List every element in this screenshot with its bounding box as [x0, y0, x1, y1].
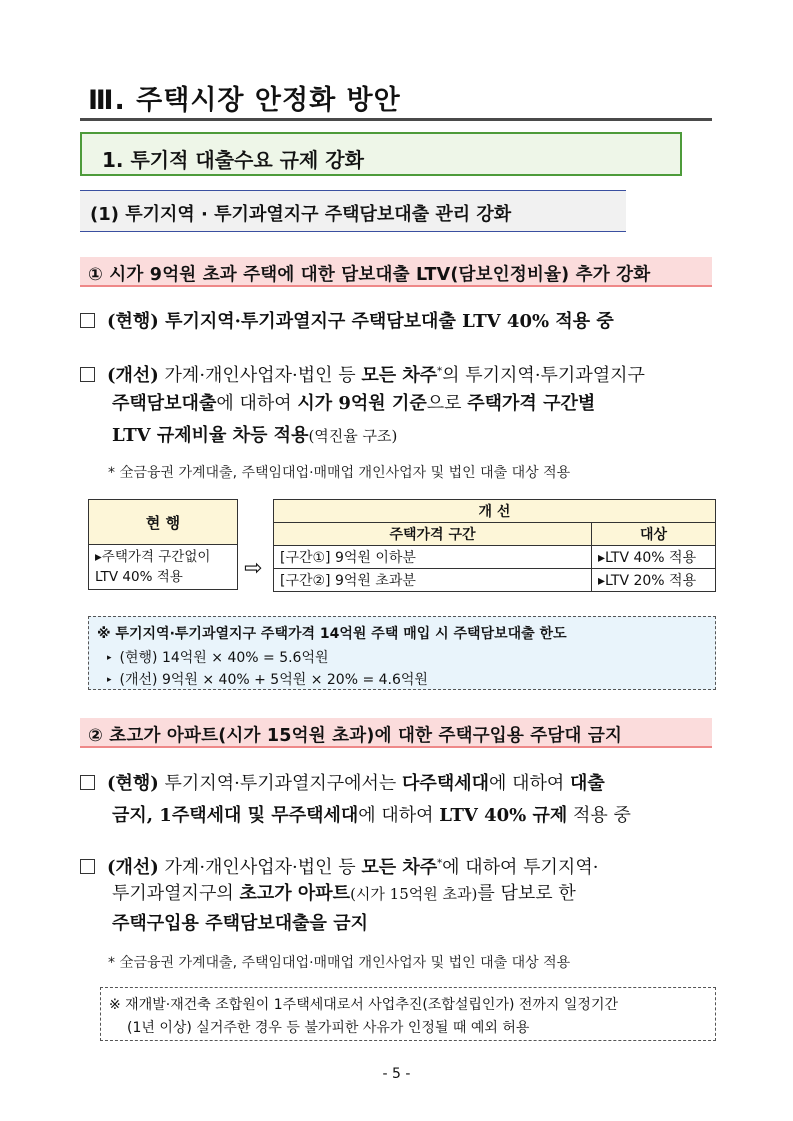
current2-loan: 대출 [570, 773, 605, 794]
table-cell-value: ▸LTV 20% 적용 [592, 569, 716, 592]
example-line1-text: (현행) 14억원 × 40% = 5.6억원 [119, 650, 329, 666]
improve-table-header: 개 선 [274, 500, 716, 523]
current2-text-c: 에 대하여 [489, 773, 565, 794]
item-heading-box [80, 190, 626, 232]
improve2-luxury-apt: 초고가 아파트 [239, 883, 351, 904]
improve1-line1 [80, 360, 645, 388]
table-row [274, 546, 716, 569]
current2-line1 [80, 772, 605, 796]
improve2-collateral: 를 담보로 한 [477, 883, 576, 904]
improve2-label: (개선) [107, 857, 159, 878]
point1-band [80, 257, 712, 287]
checkbox-square-icon [80, 859, 95, 874]
improve1-all-borrowers: 모든 차주 [361, 365, 438, 386]
subsection-title: 1. 투기적 대출수요 규제 강화 [102, 148, 364, 172]
improve1-price-band: 주택가격 구간별 [467, 393, 596, 414]
current2-ban: 금지, 1주택세대 및 무주택세대 [112, 805, 359, 826]
section-title: Ⅲ. 주택시장 안정화 방안 [88, 85, 401, 116]
exception-note-line1: ※ 재개발·재건축 조합원이 1주택세대로서 사업추진(조합설립인가) 전까지 일정기간 [109, 997, 619, 1013]
arrow-right-icon: ⇨ [244, 556, 263, 581]
exception-note-box [100, 987, 716, 1041]
example-line2 [107, 669, 428, 689]
table-row [274, 569, 716, 592]
improve1-label: (개선) [107, 365, 159, 386]
improve1-text-c: 의 투기지역·투기과열지구 [442, 365, 645, 386]
improve1-ltv-diff: LTV 규제비율 차등 적용 [112, 425, 309, 446]
current1-text: 투기지역·투기과열지구 주택담보대출 LTV 40% 적용 중 [165, 311, 614, 332]
improve1-mortgage: 주택담보대출 [112, 393, 217, 414]
improve2-text-zone: 투기과열지구의 [112, 883, 234, 904]
improve-col-target: 대상 [592, 523, 716, 546]
checkbox-square-icon [80, 775, 95, 790]
current1-label: (현행) [107, 311, 159, 332]
current1-paragraph [80, 310, 614, 334]
improve2-price-note: (시가 15억원 초과) [350, 885, 478, 903]
improve1-text-a: 가계·개인사업자·법인 등 [164, 365, 356, 386]
current2-label: (현행) [107, 773, 159, 794]
improve2-line1 [80, 852, 598, 880]
current2-applying: 적용 중 [573, 805, 631, 826]
current-table [88, 499, 238, 590]
exception-note-line2: (1년 이상) 실거주한 경우 등 불가피한 사유가 인정될 때 예외 허용 [127, 1020, 530, 1036]
table-cell-range: [구간①] 9억원 이하분 [274, 546, 592, 569]
improve2-all-borrowers: 모든 차주 [361, 857, 438, 878]
current-table-line1: ▸주택가격 구간없이 [95, 549, 211, 565]
current2-ltv: LTV 40% 규제 [439, 805, 568, 826]
bullet-triangle-icon: ▸ [107, 653, 112, 663]
improve1-structure: (역진율 구조) [308, 427, 398, 445]
section-divider [80, 118, 712, 121]
table-cell-value: ▸LTV 40% 적용 [592, 546, 716, 569]
example-line2-text: (개선) 9억원 × 40% + 5억원 × 20% = 4.6억원 [119, 672, 428, 688]
improve2-line3: 주택구입용 주택담보대출을 금지 [112, 913, 368, 934]
point1-title: ① 시가 9억원 초과 주택에 대한 담보대출 LTV(담보인정비율) 추가 강화 [88, 265, 651, 285]
current2-text-for: 에 대하여 [358, 805, 434, 826]
improve1-line3 [112, 424, 397, 448]
current-table-header: 현 행 [89, 500, 238, 545]
footnote-marker: * [437, 858, 443, 869]
current2-text-a: 투기지역·투기과열지구에서는 [164, 773, 397, 794]
current2-multi-home: 다주택세대 [402, 773, 489, 794]
point2-title: ② 초고가 아파트(시가 15억원 초과)에 대한 주택구입용 주담대 금지 [88, 726, 623, 746]
example-title: ※ 투기지역·투기과열지구 주택가격 14억원 주택 매입 시 주택담보대출 한도 [97, 626, 567, 642]
improve1-text-by: 으로 [426, 393, 462, 414]
improve1-price-basis: 시가 9억원 기준 [297, 393, 427, 414]
improve1-text-for: 에 대하여 [216, 393, 292, 414]
example-line1 [107, 647, 329, 667]
improve2-text-a: 가계·개인사업자·법인 등 [164, 857, 356, 878]
page-number: - 5 - [382, 1066, 411, 1082]
improve2-text-c: 에 대하여 투기지역· [442, 857, 599, 878]
checkbox-square-icon [80, 313, 95, 328]
bullet-triangle-icon: ▸ [107, 675, 112, 685]
table-cell-range: [구간②] 9억원 초과분 [274, 569, 592, 592]
checkbox-square-icon [80, 367, 95, 382]
footnote2: * 全금융권 가계대출, 주택임대업·매매업 개인사업자 및 법인 대출 대상 적용 [108, 955, 571, 971]
example-box [88, 616, 716, 690]
item-heading: (1) 투기지역 · 투기과열지구 주택담보대출 관리 강화 [90, 204, 512, 225]
improve-col-price: 주택가격 구간 [274, 523, 592, 546]
improve-table [273, 499, 716, 592]
point2-band [80, 718, 712, 748]
footnote1: * 全금융권 가계대출, 주택임대업·매매업 개인사업자 및 법인 대출 대상 적용 [108, 465, 571, 481]
footnote-marker: * [437, 366, 443, 377]
current-table-line2: LTV 40% 적용 [95, 569, 183, 585]
improve1-line2 [112, 392, 595, 416]
subsection-box [80, 132, 682, 176]
current2-line2 [112, 804, 631, 828]
improve2-line2 [112, 882, 576, 906]
current-table-cell [89, 545, 238, 590]
